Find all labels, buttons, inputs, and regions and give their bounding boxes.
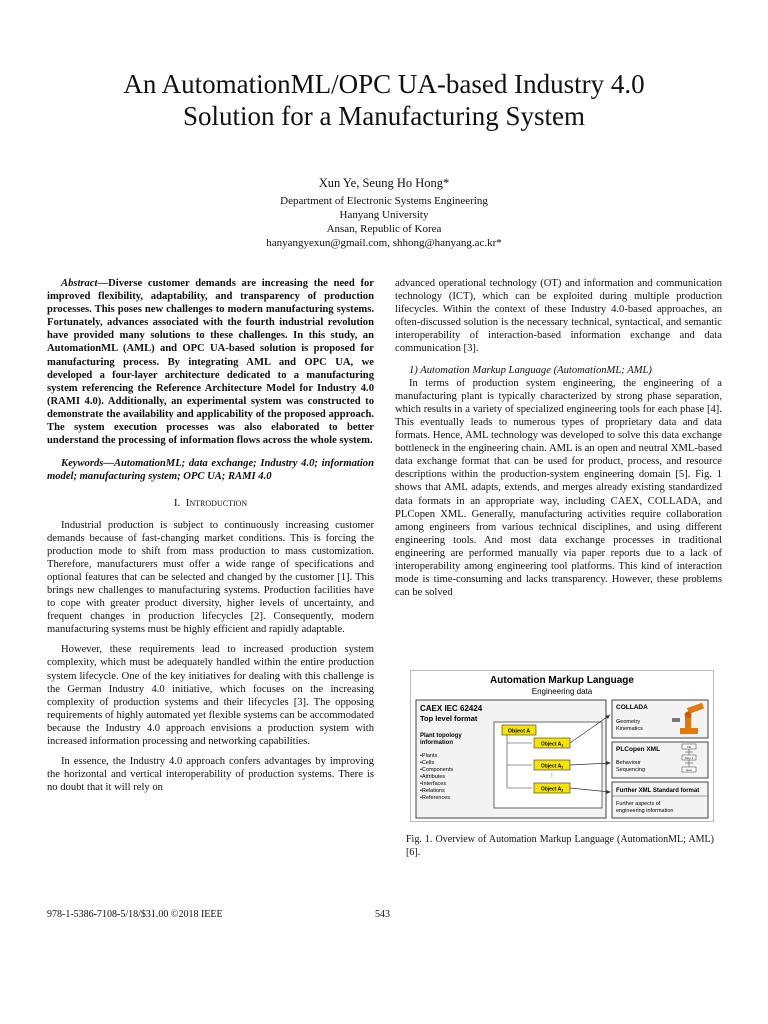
keywords: Keywords—AutomationML; data exchange; Industry 4.0; information model; manufacturing system; OPC UA; RAMI 4.0 <box>47 458 374 483</box>
affiliation-location: Ansan, Republic of Korea <box>326 223 442 235</box>
plcopen-text-1: Behaviour <box>616 760 641 766</box>
svg-text:End: End <box>686 767 692 772</box>
authors: Xun Ye, Seung Ho Hong* <box>318 176 450 190</box>
page-number: 543 <box>375 909 390 920</box>
footer-isbn: 978-1-5386-7108-5/18/$31.00 ©2018 IEEE <box>47 909 223 920</box>
bullet-attributes: •Attributes <box>420 774 446 780</box>
ellipsis-dots: ⋮ <box>549 773 555 779</box>
right-paragraph-2: In terms of production system engineering, the engineering of a manufacturing plant is typically characterized by strong phase separation, which results in a variety of specialized engineering tools for each phase [4]. This eventually leads to numerous types of proprietary data and data formats. Hence, AML technology was developed to solve this data exchange bottleneck in the engineering chain. AML is an open and neutral XML-based data exchange format that can be used for product, process, and resource descriptions within the production-system engineering domain [5]. Fig. 1 shows that AML adapts, extends, and merges already existing standardized data formats in an appropriate way, including CAEX, COLLADA, and PLCopen XML. Generally, manufacturing activities require collaboration among engineers from various technical disciplines, and using different engineering tools. And most data exchange processes in traditional engineering are performed manually via paper reports due to a lack of interoperability among engineering tool platforms. This kind of interaction mode is time-consuming and lacks transparency. However, these problems can be solved <box>395 377 722 599</box>
bullet-relations: •Relations <box>420 788 445 794</box>
plcopen-title: PLCopen XML <box>616 746 661 753</box>
bullet-cells: •Cells <box>420 760 435 766</box>
affiliation <box>40 194 728 250</box>
abstract-text: —Diverse customer demands are increasing the need for improved flexibility, adaptability, and transparency of production processes. This poses new challenges to modern manufacturing systems. Fortunately, advances associated with the fourth industrial revolution have provided many solutions to these challenges. In this study, an AutomationML (AML) and OPC UA-based solution is proposed for manufacturing process. By integrating AML and OPC UA, we developed a four-layer architecture dedicated to a manufacturing system referencing the Reference Architecture Model for Industry 4.0 (RAMI 4.0). Additionally, an experimental system was constructed to demonstrate the availability and applicability of the proposed approach. The system execution processes was also elaborated to better understand the processing of information flows across the whole system. <box>47 278 374 447</box>
intro-paragraph-1: Industrial production is subject to continuously increasing customer demands because of fast-changing market conditions. This is forcing the production mode to shift from mass production to mass customization. Therefore, manufacturers must offer a wide range of specifications and optional features that can be selected and changed by the customer [1]. This brings new challenges to manufacturing systems. Production facilities have to cope with greater product diversity, higher levels of uncertainty, and frequent changes in production lifecycles [2]. Consequently, modern manufacturing systems must be highly efficient and rapidly adaptable. <box>47 519 374 636</box>
title-line-2: Solution for a Manufacturing System <box>183 101 585 131</box>
paper-title <box>40 68 728 132</box>
intro-paragraph-3: In essence, the Industry 4.0 approach confers advantages by improving the horizontal and vertical interoperability of production systems. There is no doubt that it will rely on <box>47 756 374 794</box>
figure-subtitle: Engineering data <box>531 687 593 696</box>
collada-text-2: Kinematics <box>616 726 643 732</box>
right-column <box>395 277 722 606</box>
figure-diagram <box>410 670 714 822</box>
further-text-2: engineering information <box>616 808 674 814</box>
section-number: I. <box>173 497 181 510</box>
collada-title: COLLADA <box>616 704 648 711</box>
affiliation-emails: hanyangyexun@gmail.com, shhong@hanyang.ac.kr* <box>266 237 502 249</box>
affiliation-university: Hanyang University <box>339 209 429 221</box>
plant-topology-line-1: Plant topology <box>420 733 462 739</box>
bullet-components: •Components <box>420 767 454 773</box>
bullet-interfaces: •Interfaces <box>420 781 447 787</box>
object-a3-label: Object $A_3$ <box>540 786 564 793</box>
caex-title: CAEX IEC 62424 <box>420 704 483 713</box>
affiliation-department: Department of Electronic Systems Engineering <box>280 195 488 207</box>
svg-text:Step 1: Step 1 <box>684 755 694 760</box>
section-title: Introduction <box>185 497 248 510</box>
caex-subtitle: Top level format <box>420 714 478 723</box>
right-paragraph-1: advanced operational technology (OT) and information and communication technology (ICT), which can be exploited during multiple production lifecycles. Within the context of these Industry 4.0-based approaches, an often-discussed solution is the necessary technical, syntactical, and semantic interoperability of interaction-based information exchange and data communication [3]. <box>395 278 722 355</box>
figure-caption: Fig. 1. Overview of Automation Markup Language (AutomationML; AML) [6]. <box>406 834 714 858</box>
plant-topology-line-2: information <box>420 740 453 746</box>
bullet-plants: •Plants <box>420 753 438 759</box>
bullet-references: •References <box>420 795 451 801</box>
sequence-chart-icon <box>682 744 696 772</box>
further-text-1: Further aspects of <box>616 801 661 807</box>
left-column <box>47 277 374 801</box>
subsection-heading: 1) Automation Markup Language (AutomationML; AML) <box>409 364 652 376</box>
svg-text:Init: Init <box>686 744 692 749</box>
intro-paragraph-2: However, these requirements lead to increased production system complexity, which must be adequately handled within the entire production system lifecycle. One of the key initiatives for dealing with this challenge is the German Industry 4.0 initiative, which focuses on the increasing complexity of production systems and their lifecycles [3]. The opposing requirements of highly automated yet flexible systems can be accommodated because the Industry 4.0 approach envisions a production system with increased information processing and networking capabilities. <box>47 644 374 747</box>
object-a-label: Object A <box>507 728 531 735</box>
plcopen-text-2: Sequencing <box>616 767 646 773</box>
figure-title: Automation Markup Language <box>490 675 634 686</box>
figure-aml-overview <box>410 670 714 822</box>
title-line-1: An AutomationML/OPC UA-based Industry 4.0 <box>123 69 645 99</box>
object-a1-label: Object $A_1$ <box>540 741 564 748</box>
abstract-label: Abstract <box>61 278 98 289</box>
collada-text-1: Geometry <box>616 719 641 725</box>
further-title: Further XML Standard format <box>616 788 700 794</box>
abstract <box>47 277 374 447</box>
object-a2-label: Object $A_2$ <box>540 763 564 770</box>
section-heading-introduction <box>47 497 374 510</box>
